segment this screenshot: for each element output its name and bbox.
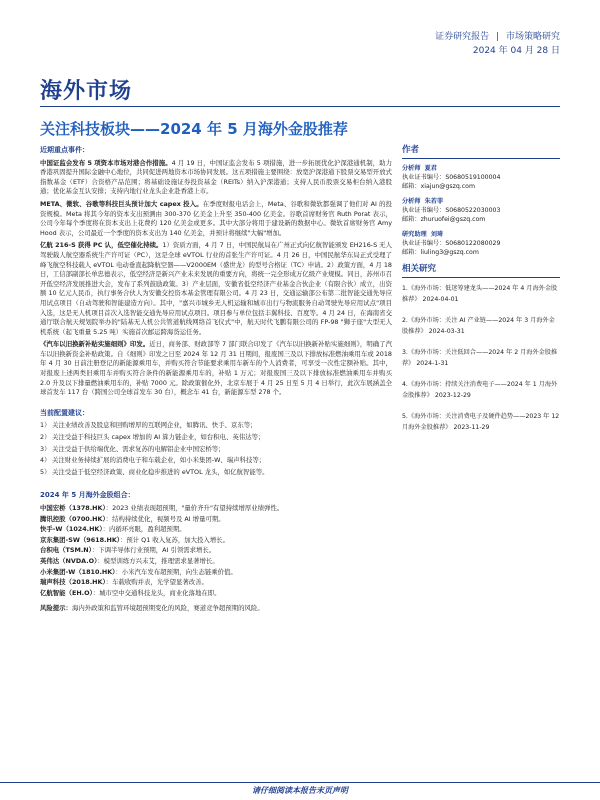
paragraph-capex xyxy=(40,200,392,238)
related-item[interactable]: 3.《海外市场：关注低回合——2024 年 2 月海外金股推荐》 2024-1-31 xyxy=(402,349,558,367)
paragraph-auto-body: 近日，商务部、财政部等 7 部门联合印发了《汽车以旧换新补贴实施细则》，明确了汽车以旧换新资金补贴政策。自《细则》印发之日至 2024 年 12 月 31 日期间，报废国三及以下排放标准燃油乘用车或 2018 年 4 月 30 日前注册登记的新能源乘用车，并购买符合节能要求乘用车新车的个人消费者，可享受一次性定额补贴。其中，对报废上述两类旧乘用车并购买符合条件的新能源乘用车的，补贴 1 万元；对报废国三及以下排放标准燃油乘用车并购买 2.0 升及以下排量燃油乘用车的，补贴 7000 元。除政策催化外，北京车展于 4 月 25 日至 5 月 4 日举行，此次车展涵盖全球首发车 117 台（跨国公司全球首发车 30 台），概念车 41 台，新能源车型 278 个。 xyxy=(40,340,392,397)
header-right xyxy=(435,30,560,58)
stock-pick-row: 瑞声科技（2018.HK）：车载收购并表，光学望显著改善。 xyxy=(40,578,208,587)
list-item: 1） 关注业绩改善及股息和回购增厚的互联网企业，如腾讯、快手、京东等； xyxy=(40,421,257,430)
related-item[interactable]: 1.《海外市场：低迷筹建龙头——2024 年 4 月海外金股推荐》 2024-04-01 xyxy=(402,285,558,303)
paragraph-evtol-body: 1）资质方面，4 月 7 日，中国民航局在广州正式向亿航智能颁发 EH216-S 无人驾驶载人航空器系统生产许可证（PC），这是全球 eVTOL 行业的首张生产许可证。4 月 26 日，中国民航华东局正式受理了峰飞航空科技载人 eVTOL 电动垂直起降航空器——V2000EM（盛世龙）的型号合格证（TC）申请。2）政策方面，4 月 18 日，工信部副部长单忠德表示，低空经济是新兴产业未来发展的重要方向，将统一完全形成万亿级产业规模。同日，苏州市召开低空经济发展推进大会，发布了系列鼓励政策。3）产业层面，安徽省低空经济产业基金合伙企业（有限合伙）成立，出资额 10 亿元人民币，执行事务合伙人为安徽交控资本基金管理有限公司。4 月 23 日，交通运输部公布第二批智能交通先导应用试点项目（自动驾驶和智能建造方向）。其中，"嘉兴市城乡无人机运输和城市出行与物流服务自动驾驶先导应用试点"项目入选，这是无人机项目首次入选智能交通先导应用试点项目。项目参与单位包括丰翼科技、百度等。4 月 24 日，在海南省交通厅联合航天规划院举办的"陆基无人机公共管道航线网络首飞仪式"中，航天时代飞鹏有限公司的 FP-98 "狮子座"大型无人机系统（起飞重量 5.25 吨）实施首次邮运跨海货运任务。 xyxy=(40,241,392,336)
stock-pick-row: 快手-W（1024.HK）：内循环亮眼，盈利超预期。 xyxy=(40,525,186,534)
footer-divider xyxy=(0,782,600,783)
main-content xyxy=(40,146,392,614)
report-type: 证券研究报告 xyxy=(435,32,490,42)
title-divider xyxy=(40,106,560,107)
stock-picks-list xyxy=(40,504,392,598)
author-block: 研究助理 刘琦 执业证书编号：S0680122080029 邮箱：liuling3@gszq.com xyxy=(402,231,501,256)
stock-pick-row: 小米集团-W（1810.HK）：小米汽车发布超预期，向生态链乘价值。 xyxy=(40,567,237,576)
paragraph-auto-lead: 《汽车以旧换新补贴实施细则》印发。 xyxy=(40,340,150,349)
related-item[interactable]: 2.《海外市场：关注 AI 产业链——2024 年 3 月海外金股推荐》 2024-03-31 xyxy=(402,317,555,335)
paragraph-capex-body: 在季度财报电话会上，Meta、谷歌和微软都强调了他们对 AI 的投资规模。Meta 将其今年的资本支出预测由 300-370 亿美金上升至 350-400 亿美金。谷歌首席财务官 Ruth Porat 表示，公司今年每个季度将在资本支出上花费约 120 亿美金或更多。其中大部分将用于建设新的数据中心。微软首席财务官 Amy Hood 表示，公司最近一个季度的资本支出为 140 亿美金，并预计将继续"大幅"增加。 xyxy=(40,199,392,237)
picks-heading: 2024 年 5 月海外金股组合： xyxy=(40,491,135,500)
paragraph-csrc-body: 4 月 19 日，中国证监会发布 5 项措施，进一步拓展优化沪深港通机制，助力香港巩固提升国际金融中心地位，共同促进两地资本市场协同发展。这五项措施主要围绕：放宽沪深港通下股票交易型开放式指数基金（ETF）合资格产品范围；将基础设施证券投资基金（REITs）纳入沪深港通；支持人民币股票交易柜台纳入港股通；优化基金互认安排；支持内地行业龙头企业赴香港上市。 xyxy=(40,158,392,196)
risk-text: 海内外政策和监管环境超预期变化的风险，赛道竞争超预期的风险。 xyxy=(71,604,264,613)
author-email[interactable]: zhuruofei@gszq.com xyxy=(420,216,486,223)
author-email[interactable]: xiajun@gszq.com xyxy=(420,183,475,190)
related-heading: 相关研究 xyxy=(402,265,560,278)
author-block: 分析师 夏君 执业证书编号：S0680519100004 邮箱：xiajun@gszq.com xyxy=(402,165,501,190)
header-separator: | xyxy=(496,32,500,42)
points-heading: 当前配置建议： xyxy=(40,408,89,417)
paragraph-csrc xyxy=(40,159,392,197)
focus-heading: 近期重点事件： xyxy=(40,146,89,154)
stock-pick-row: 台积电（TSM.N）：下调半导体行业预期，AI 引领需求增长。 xyxy=(40,546,216,555)
stock-pick-row: 中国宏桥（1378.HK）：2023 业绩表现超预期，"量价齐升"有望持续增厚业绩弹性。 xyxy=(40,504,284,512)
stock-pick-row: 腾讯控股（0700.HK）：结构持续优化，视频号及 AI 增量可期。 xyxy=(40,514,225,523)
list-item: 2） 关注受益于科技巨头 capex 增加的 AI 算力链企业，如台积电、英伟达等； xyxy=(40,433,265,442)
list-item: 5） 关注受益于低空经济政策、商业化稳步推进的 eVTOL 龙头，如亿航智能等。 xyxy=(40,467,269,476)
related-item[interactable]: 4.《海外市场：持续关注消费电子——2024 年 1 月海外金股推荐》 2023-12-29 xyxy=(402,381,558,399)
report-date: 2024 年 04 月 28 日 xyxy=(472,46,560,56)
risk-warning xyxy=(40,604,392,614)
list-item: 3） 关注受益于供给端优化、需求复苏的电解铝企业中国宏桥等； xyxy=(40,444,225,453)
report-title: 关注科技板块——2024 年 5 月海外金股推荐 xyxy=(40,120,348,138)
author-heading: 作者 xyxy=(402,146,560,159)
stock-pick-row: 京东集团-SW（9618.HK）：预计 Q1 收入复苏，加大投入增长。 xyxy=(40,535,229,544)
allocation-list xyxy=(40,421,392,477)
footer-disclaimer: 请仔细阅读本报告末页声明 xyxy=(252,786,348,795)
paragraph-evtol xyxy=(40,241,392,337)
paragraph-auto-tradein xyxy=(40,340,392,398)
stock-pick-row: 亿航智能（EH.O）：城市空中交通科技龙头，商业化落地在即。 xyxy=(40,588,221,597)
paragraph-evtol-lead: 亿航 216-S 获得 PC 认，低空催化持续。 xyxy=(40,241,163,250)
related-list xyxy=(402,283,560,433)
related-item[interactable]: 5.《海外市场：关注消费电子及硬件趋势——2023 年 12 月海外金股推荐》 2023-11-29 xyxy=(402,413,560,431)
risk-label: 风险提示： xyxy=(40,604,72,613)
author-block: 分析师 朱若菲 执业证书编号：S0680522030003 邮箱：zhuruofei@gszq.com xyxy=(402,198,501,223)
report-category: 市场策略研究 xyxy=(505,32,560,42)
section-title: 海外市场 xyxy=(40,79,133,104)
paragraph-capex-lead: META、微软、谷歌等科技巨头预计加大 capex 投入。 xyxy=(40,199,203,208)
list-item: 4） 关注财业务持续扩展的消费电子和车载企业，如小米集团-W、瑞声科技等； xyxy=(40,456,266,465)
author-email[interactable]: liuling3@gszq.com xyxy=(420,249,479,256)
sidebar xyxy=(402,146,560,443)
paragraph-csrc-lead: 中国证监会发布 5 项资本市场对港合作措施。 xyxy=(40,158,172,167)
stock-pick-row: 英伟达（NVDA.O）：模型训练方兴未艾，推理需求显著增长。 xyxy=(40,556,219,565)
